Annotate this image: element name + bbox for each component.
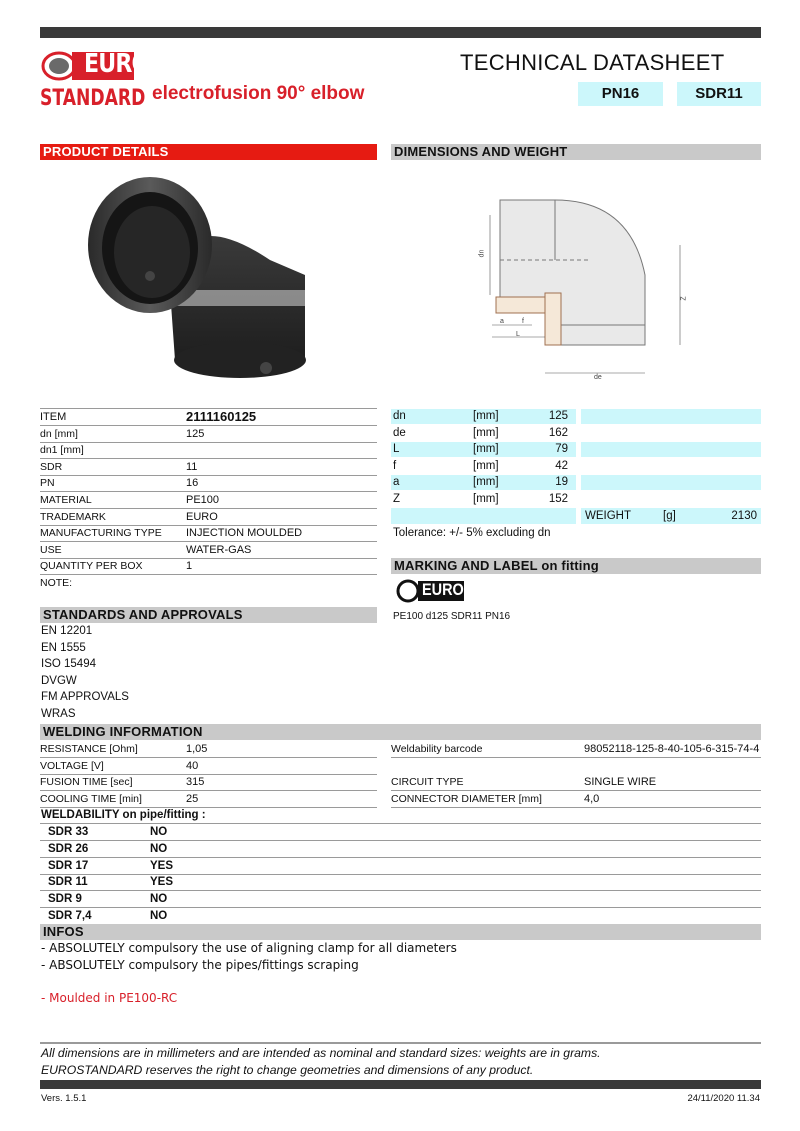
weldability-result: NO (150, 910, 168, 922)
dimension-row (391, 426, 576, 441)
weldability-heading: WELDABILITY on pipe/fitting : (41, 809, 206, 821)
row-divider (391, 757, 761, 758)
product-detail-key: USE (40, 543, 62, 556)
weldability-row (40, 874, 761, 890)
weldability-row (40, 858, 761, 874)
dimension-value: 19 (555, 476, 568, 488)
product-detail-value: PE100 (186, 494, 220, 506)
dimension-row (391, 409, 576, 424)
row-divider (391, 807, 761, 808)
standard-item: EN 1555 (41, 641, 86, 654)
welding-row (40, 791, 377, 807)
dimension-extra-cell (581, 426, 761, 441)
product-image (80, 170, 320, 390)
dimension-unit: [mm] (473, 459, 499, 472)
product-detail-row (40, 475, 377, 491)
welding-key: Weldability barcode (391, 743, 483, 755)
weldability-result: YES (150, 859, 174, 872)
top-bar (40, 27, 761, 38)
welding-value: 98052118-125-8-40-105-6-315-74-4 (584, 743, 760, 755)
marking-text: PE100 d125 SDR11 PN16 (393, 611, 511, 622)
product-detail-row (40, 509, 377, 525)
welding-key: CONNECTOR DIAMETER [mm] (391, 793, 542, 805)
info-line-2: - ABSOLUTELY compulsory the pipes/fittings scraping (41, 958, 359, 972)
weight-label: WEIGHT (585, 510, 631, 522)
weldability-row (40, 824, 761, 840)
welding-row (391, 791, 761, 807)
product-detail-row (40, 426, 377, 442)
tolerance-note: Tolerance: +/- 5% excluding dn (393, 527, 551, 539)
welding-row (391, 741, 761, 757)
welding-value: 40 (186, 759, 199, 772)
drawing-label-L: L (516, 331, 520, 338)
product-detail-key: MATERIAL (40, 494, 92, 506)
info-red-note: - Moulded in PE100-RC (41, 991, 178, 1005)
section-infos: INFOS (40, 924, 761, 940)
dimension-value: 125 (548, 410, 568, 422)
dimension-name: a (393, 476, 400, 488)
product-subtitle: electrofusion 90° elbow (152, 83, 365, 104)
drawing-label-de: de (594, 374, 602, 381)
dimension-unit: [mm] (473, 476, 499, 488)
disclaimer-line-2: EUROSTANDARD reserves the right to change geometries and dimensions of any product. (41, 1063, 534, 1077)
weldability-sdr: SDR 26 (48, 842, 89, 855)
eurostandard-logo (40, 46, 150, 112)
welding-key: CIRCUIT TYPE (391, 776, 464, 788)
product-detail-value: 1 (186, 560, 193, 573)
product-detail-key: PN (40, 477, 55, 490)
dimension-value: 79 (555, 443, 568, 455)
welding-key: COOLING TIME [min] (40, 792, 142, 805)
product-detail-value: 125 (186, 427, 205, 440)
product-detail-value: EURO (186, 510, 218, 523)
product-detail-key: dn [mm] (40, 427, 78, 440)
product-detail-key: MANUFACTURING TYPE (40, 527, 162, 540)
info-line-1: - ABSOLUTELY compulsory the use of aligning clamp for all diameters (41, 941, 457, 955)
product-detail-row (40, 542, 377, 558)
weight-row-cell (391, 508, 576, 524)
product-detail-key: ITEM (40, 411, 67, 423)
product-detail-value: 16 (186, 477, 199, 490)
product-detail-row (40, 575, 377, 591)
dimension-name: Z (393, 492, 401, 505)
product-detail-row (40, 442, 377, 458)
sdr-badge: SDR11 (677, 82, 761, 106)
section-product-details: PRODUCT DETAILS (40, 144, 377, 160)
dimension-unit: [mm] (473, 426, 499, 439)
welding-row (40, 758, 377, 774)
disclaimer-line-1: All dimensions are in millimeters and are intended as nominal and standard sizes: weights are in grams. (41, 1046, 601, 1060)
dimension-unit: [mm] (473, 492, 499, 505)
dimension-value: 152 (548, 492, 568, 505)
welding-key: RESISTANCE [Ohm] (40, 743, 138, 755)
dimension-value: 162 (548, 426, 568, 439)
marking-logo-text: EURO (422, 580, 464, 599)
welding-value: 25 (186, 792, 199, 805)
dimension-extra-cell (581, 442, 761, 457)
weldability-sdr: SDR 11 (48, 876, 88, 889)
dimension-unit: [mm] (473, 410, 499, 422)
standard-item: FM APPROVALS (41, 691, 129, 704)
section-standards: STANDARDS AND APPROVALS (40, 607, 377, 623)
marking-logo (396, 578, 466, 604)
product-detail-value: WATER-GAS (186, 543, 252, 556)
welding-value: 4,0 (584, 793, 600, 805)
welding-value: 1,05 (186, 743, 208, 755)
dimension-extra-cell (581, 409, 761, 424)
section-marking: MARKING AND LABEL on fitting (391, 558, 761, 574)
drawing-label-Z: Z (680, 296, 688, 301)
dimension-name: de (393, 426, 406, 439)
dimension-row (391, 459, 576, 474)
product-detail-value: 11 (186, 460, 198, 473)
dimension-name: f (393, 459, 397, 472)
standard-item: EN 12201 (41, 625, 93, 637)
weldability-sdr: SDR 17 (48, 859, 89, 872)
row-divider (40, 807, 377, 808)
weldability-row (40, 841, 761, 857)
product-detail-key: dn1 [mm] (40, 444, 84, 457)
drawing-label-dn: dn (478, 249, 486, 258)
welding-value: SINGLE WIRE (584, 776, 657, 788)
welding-row (391, 774, 761, 790)
section-dimensions-weight: DIMENSIONS AND WEIGHT (391, 144, 761, 160)
product-detail-row (40, 525, 377, 541)
product-detail-key: QUANTITY PER BOX (40, 560, 143, 573)
welding-key: FUSION TIME [sec] (40, 776, 133, 789)
section-welding: WELDING INFORMATION (40, 724, 761, 740)
product-detail-row (40, 459, 377, 475)
product-detail-key: SDR (40, 460, 63, 473)
weight-row (581, 508, 761, 524)
weldability-row (40, 908, 761, 924)
weldability-result: NO (150, 893, 168, 906)
welding-value: 315 (186, 776, 205, 789)
page-title: TECHNICAL DATASHEET (460, 50, 725, 75)
bottom-bar (40, 1080, 761, 1089)
version-label: Vers. 1.5.1 (41, 1093, 87, 1104)
product-detail-key: NOTE: (40, 577, 73, 589)
weldability-sdr: SDR 7,4 (48, 910, 92, 922)
weight-unit: [g] (663, 510, 676, 522)
drawing-label-f: f (522, 318, 524, 325)
welding-row (40, 774, 377, 790)
footer-rule (40, 1042, 761, 1044)
welding-row (40, 741, 377, 757)
product-detail-row (40, 558, 377, 574)
standard-item: WRAS (41, 708, 76, 720)
dimension-row (391, 492, 576, 507)
logo-bottom-text: STANDARD (40, 86, 146, 111)
product-detail-value: INJECTION MOULDED (186, 527, 303, 540)
weldability-result: YES (150, 876, 174, 889)
weldability-sdr: SDR 9 (48, 893, 82, 906)
date-label: 24/11/2020 11.34 (687, 1093, 760, 1104)
dimension-name: L (393, 443, 400, 455)
logo-top-text: EURO (84, 49, 150, 79)
weight-value: 2130 (731, 510, 757, 522)
dimension-row (391, 442, 576, 457)
dimension-extra-cell (581, 475, 761, 490)
welding-key: VOLTAGE [V] (40, 759, 104, 772)
product-detail-key: TRADEMARK (40, 510, 106, 523)
dimension-row (391, 475, 576, 490)
product-detail-row (40, 409, 377, 425)
weldability-sdr: SDR 33 (48, 826, 89, 838)
dimension-value: 42 (555, 459, 568, 472)
standard-item: ISO 15494 (41, 658, 96, 671)
drawing-label-a: a (500, 318, 504, 325)
dimension-extra-cell (581, 492, 761, 507)
standard-item: DVGW (41, 674, 77, 687)
product-detail-value: 2111160125 (186, 409, 257, 424)
technical-drawing (470, 185, 710, 385)
weldability-result: NO (150, 842, 168, 855)
pn-badge: PN16 (578, 82, 663, 106)
dimension-name: dn (393, 410, 406, 422)
dimension-extra-cell (581, 459, 761, 474)
weldability-result: NO (150, 826, 168, 838)
product-detail-row (40, 492, 377, 508)
weldability-row (40, 891, 761, 907)
dimension-unit: [mm] (473, 443, 499, 455)
